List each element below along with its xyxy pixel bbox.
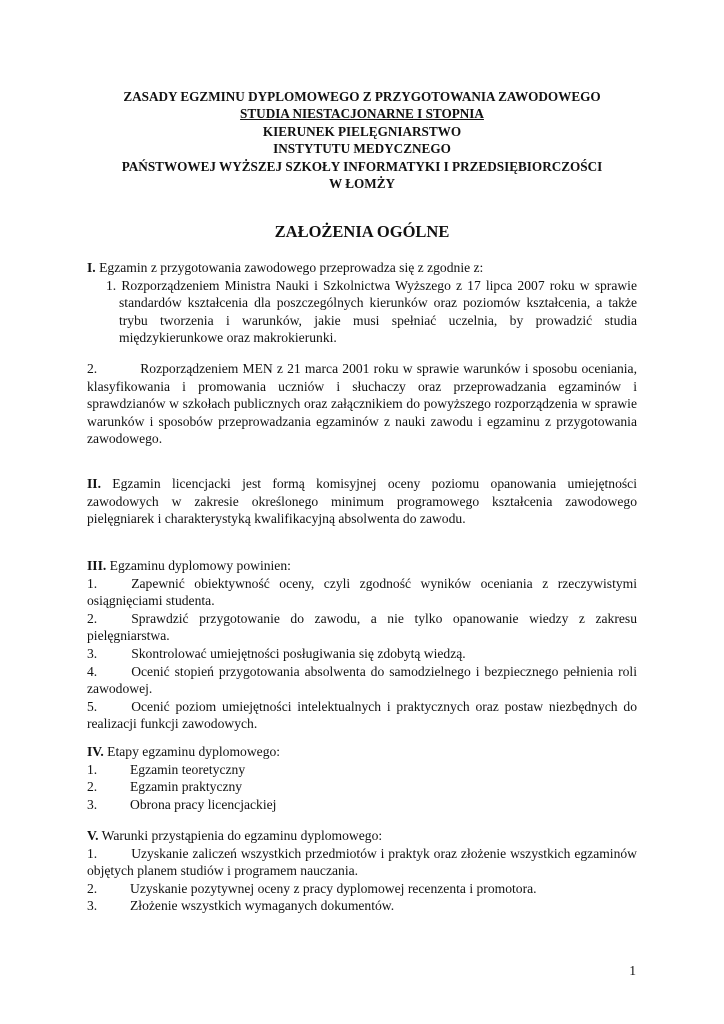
section-4-item-3-text: Obrona pracy licencjackiej [130, 796, 277, 812]
section-1-item-2 [87, 360, 637, 448]
section-4-item-2 [87, 778, 637, 796]
document-header [60, 88, 664, 192]
section-5-numeral: V. [87, 828, 99, 843]
header-line-2: STUDIA NIESTACJONARNE I STOPNIA [240, 106, 484, 122]
page-number: 1 [629, 963, 636, 978]
section-4-item-1 [87, 761, 637, 779]
section-1-item-2-num: 2. [87, 361, 98, 376]
section-4-item-3 [87, 796, 637, 814]
section-3-item-2-num: 2. [87, 610, 98, 626]
section-1-item-1 [99, 277, 637, 347]
section-3-item-1 [87, 575, 637, 610]
section-1 [87, 259, 637, 347]
section-4 [87, 743, 637, 813]
section-1-intro-text: Egzamin z przygotowania zawodowego przeprowadza się z zgodnie z: [95, 260, 484, 275]
section-1-item-1-num: 1. [106, 277, 117, 293]
section-4-intro [87, 743, 637, 761]
section-3-item-1-text: Zapewnić obiektywność oceny, czyli zgodność wyników oceniania z rzeczywistymi osiągnięciami studenta. [87, 575, 637, 609]
section-3-item-2-text: Sprawdzić przygotowanie do zawodu, a nie tylko opanowanie wiedzy z zakresu pielęgniarstwa. [87, 610, 637, 644]
section-3-item-3-text: Skontrolować umiejętności posługiwania się zdobytą wiedzą. [131, 645, 466, 661]
section-3-item-3 [87, 645, 637, 663]
section-5-item-1 [87, 845, 637, 880]
header-line-5: PAŃSTWOWEJ WYŻSZEJ SZKOŁY INFORMATYKI I PRZEDSIĘBIORCZOŚCI [121, 158, 603, 174]
header-line-3: KIERUNEK PIELĘGNIARSTWO [262, 123, 462, 139]
section-3-item-5 [87, 698, 637, 733]
section-5-intro-text: Warunki przystąpienia do egzaminu dyplomowego: [98, 828, 383, 843]
section-5-item-1-num: 1. [87, 845, 98, 861]
section-5-item-2-num: 2. [87, 880, 98, 896]
section-3-intro-text: Egzaminu dyplomowy powinien: [106, 558, 291, 573]
section-5-item-3-text: Złożenie wszystkich wymaganych dokumentów. [130, 898, 395, 914]
section-4-item-1-text: Egzamin teoretyczny [130, 761, 246, 777]
section-3-item-4 [87, 663, 637, 698]
section-1-intro [87, 259, 637, 277]
section-3 [87, 557, 637, 733]
section-3-item-1-num: 1. [87, 575, 98, 591]
section-3-item-5-text: Ocenić poziom umiejętności intelektualnych i praktycznych oraz postaw niezbędnych do realizacji funkcji zawodowych. [87, 698, 637, 732]
header-line-6: W ŁOMŻY [328, 176, 396, 192]
section-1-numeral: I. [87, 260, 96, 275]
section-1-item-1-text: Rozporządzeniem Ministra Nauki i Szkolnictwa Wyższego z 17 lipca 2007 roku w sprawie standardów kształcenia dla poszczególnych kierunków oraz poziomów kształcenia, a także trybu tworzenia i warunków, jakie musi spełniać uczelnia, by prowadzić studia międzykierunkowe oraz makrokierunki. [119, 277, 637, 346]
section-5-item-2-text: Uzyskanie pozytywnej oceny z pracy dyplomowej recenzenta i promotora. [130, 880, 537, 896]
section-4-item-3-num: 3. [87, 796, 98, 812]
section-5-item-3 [87, 897, 637, 915]
header-line-1: ZASADY EGZMINU DYPLOMOWEGO Z PRZYGOTOWANIA ZAWODOWEGO [123, 89, 601, 104]
section-5 [87, 827, 637, 915]
section-5-intro [87, 827, 637, 845]
section-2-text: Egzamin licencjacki jest formą komisyjnej oceny poziomu opanowania umiejętności zawodowych w zakresie określonego minimum programowego kształcenia zawodowego pielęgniarek i charakterystyką kwalifikacyjną absolwenta do zawodu. [87, 476, 637, 527]
section-1-item-2-text: Rozporządzeniem MEN z 21 marca 2001 roku w sprawie warunków i sposobu oceniania, klasyfikowania i promowania uczniów i słuchaczy oraz przeprowadzania egzaminów i sprawdzianów w szkołach publicznych oraz załącznikiem do powyższego rozporządzenia w sprawie warunków i sposobów przeprowadzania egzaminów z nauki zawodu i egzaminu z przygotowania zawodowego. [87, 361, 637, 447]
section-title: ZAŁOŻENIA OGÓLNE [274, 222, 450, 241]
section-3-numeral: III. [87, 558, 107, 573]
section-3-item-3-num: 3. [87, 645, 98, 661]
section-4-numeral: IV. [87, 744, 104, 759]
section-4-item-1-num: 1. [87, 761, 98, 777]
section-3-item-4-text: Ocenić stopień przygotowania absolwenta do samodzielnego i bezpiecznego pełnienia roli zawodowej. [87, 663, 637, 697]
section-3-item-2 [87, 610, 637, 645]
section-5-item-3-num: 3. [87, 898, 98, 914]
section-3-item-5-num: 5. [87, 698, 98, 714]
section-2 [87, 475, 637, 528]
section-3-intro [87, 557, 637, 575]
section-4-item-2-num: 2. [87, 779, 98, 795]
section-4-item-2-text: Egzamin praktyczny [130, 779, 243, 795]
header-line-4: INSTYTUTU MEDYCZNEGO [273, 141, 451, 157]
section-5-item-2 [87, 880, 637, 898]
section-5-item-1-text: Uzyskanie zaliczeń wszystkich przedmiotów i praktyk oraz złożenie wszystkich egzaminów objętych planem studiów i programem nauczania. [87, 845, 637, 879]
section-4-intro-text: Etapy egzaminu dyplomowego: [103, 744, 281, 759]
section-3-item-4-num: 4. [87, 663, 98, 679]
section-2-numeral: II. [87, 476, 101, 491]
